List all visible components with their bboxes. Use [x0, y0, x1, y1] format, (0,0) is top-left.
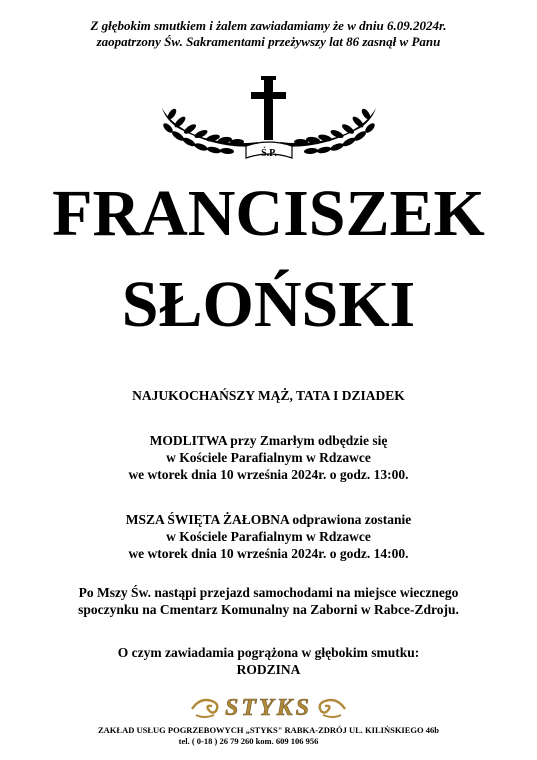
intro-text — [0, 18, 537, 50]
prayer-info — [0, 432, 537, 483]
mass-line-2: w Kościele Parafialnym w Rdzawce — [166, 529, 371, 544]
transport-info — [0, 584, 537, 618]
deceased-last-name: SŁOŃSKI — [121, 268, 416, 341]
family-role-subtitle: NAJUKOCHAŃSZY MĄŻ, TATA I DZIADEK — [132, 388, 405, 403]
mass-line-1: MSZA ŚWIĘTA ŻAŁOBNA odprawiona zostanie — [125, 512, 412, 527]
transport-line-1: Po Mszy Św. nastąpi przejazd samochodami na miejsce wiecznego — [78, 585, 459, 600]
footer-line-1: ZAKŁAD USŁUG POGRZEBOWYCH „STYKS" RABKA-ZDRÓJ UL. KILIŃSKIEGO 46b — [97, 725, 439, 735]
transport-line-2: spoczynku na Cmentarz Komunalny na Zaborni w Rabce-Zdroju. — [78, 602, 459, 617]
laurel-left-icon — [162, 107, 258, 154]
prayer-line-3: we wtorek dnia 10 września 2024r. o godz. 13:00. — [128, 467, 409, 482]
emblem-text: Ś.P. — [261, 148, 277, 159]
logo-text: STYKS — [224, 695, 313, 721]
funeral-home-footer — [0, 725, 537, 747]
footer-line-2: tel. ( 0-18 ) 26 79 260 kom. 609 106 956 — [178, 736, 319, 746]
deceased-first-name: FRANCISZEK — [52, 177, 485, 250]
prayer-line-2: w Kościele Parafialnym w Rdzawce — [166, 450, 371, 465]
prayer-line-1: MODLITWA przy Zmarłym odbędzie się — [149, 433, 388, 448]
closing-text — [0, 644, 537, 678]
mass-line-3: we wtorek dnia 10 września 2024r. o godz. 14:00. — [128, 546, 409, 561]
intro-line-1: Z głębokim smutkiem i żalem zawiadamiamy że w dniu 6.09.2024r. — [90, 18, 447, 33]
cross-with-laurel-wreath-icon — [158, 76, 380, 168]
laurel-right-icon — [280, 107, 376, 154]
styks-logo-icon — [190, 689, 347, 723]
mass-info — [0, 511, 537, 562]
closing-line-1: O czym zawiadamia pogrążona w głębokim smutku: — [117, 645, 420, 660]
intro-line-2: zaopatrzony Św. Sakramentami przeżywszy lat 86 zasnął w Panu — [96, 34, 441, 49]
closing-signature: RODZINA — [236, 662, 301, 677]
